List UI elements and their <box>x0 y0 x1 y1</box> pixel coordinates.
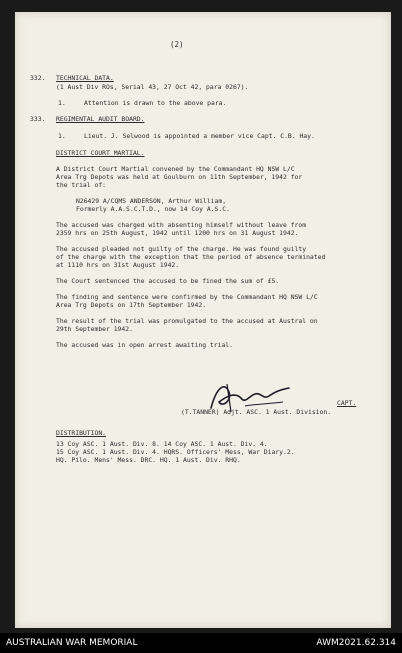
signatory-rank: CAPT. <box>337 399 357 407</box>
arrest-paragraph: The accused was in open arrest awaiting trial. <box>56 341 233 349</box>
section-332-reference: (1 Aust Div ROs, Serial 43, 27 Oct 42, para 0267). <box>56 83 249 91</box>
section-333-number: 333. <box>30 115 46 123</box>
distribution-title: DISTRIBUTION. <box>56 429 107 437</box>
section-332-number: 332. <box>30 74 46 82</box>
confirmation-paragraph: The finding and sentence were confirmed by the Commandant HQ NSW L/C <box>56 293 318 301</box>
sentence-paragraph: The Court sentenced the accused to be fined the sum of £5. <box>56 277 280 285</box>
charge-paragraph: The accused was charged with absenting himself without leave from <box>56 221 307 229</box>
confirmation-paragraph: Area Trg Depots on 17th September 1942. <box>56 301 207 309</box>
footer-accession-number: AWM2021.62.314 <box>316 638 396 648</box>
section-332-item-text: Attention is drawn to the above para. <box>84 99 227 107</box>
distribution-line: 13 Coy ASC. 1 Aust. Div. 8. 14 Coy ASC. 1 Aust. Div. 4. <box>56 440 268 448</box>
section-333-title: REGIMENTAL AUDIT BOARD. <box>56 115 145 123</box>
section-332-title: TECHNICAL DATA. <box>56 74 114 82</box>
archive-footer <box>0 633 402 653</box>
court-martial-title: DISTRICT COURT MARTIAL. <box>56 149 145 157</box>
section-332-item-number: 1. <box>58 99 66 107</box>
distribution-line: 15 Coy ASC. 1 Aust. Div. 4. HQRS. Officers' Mess, War Diary.2. <box>56 448 295 456</box>
distribution-line: HQ. Pilo. Mens' Mess. DRC. HQ. 1 Aust. Div. RHQ. <box>56 456 241 464</box>
court-martial-paragraph: the trial of: <box>56 181 107 189</box>
promulgation-paragraph: 29th September 1942. <box>56 325 133 333</box>
accused-details: N26429 A/CQMS ANDERSON, Arthur William, <box>76 197 227 205</box>
section-333-item-number: 1. <box>58 132 66 140</box>
court-martial-paragraph: Area Trg Depots was held at Goulburn on 11th September, 1942 for <box>56 173 303 181</box>
plea-paragraph: The accused pleaded not guilty of the charge. He was found guilty <box>56 245 307 253</box>
page-number: (2) <box>170 40 184 49</box>
footer-institution: AUSTRALIAN WAR MEMORIAL <box>6 638 138 648</box>
plea-paragraph: at 1110 hrs on 31st August 1942. <box>56 261 180 269</box>
accused-details: Formerly A.A.S.C.T.D., now 14 Coy A.S.C. <box>76 205 230 213</box>
charge-paragraph: 2359 hrs on 25th August, 1942 until 1200 hrs on 31 August 1942. <box>56 229 299 237</box>
court-martial-paragraph: A District Court Martial convened by the Commandant HQ NSW L/C <box>56 165 295 173</box>
section-333-item-text: Lieut. J. Selwood is appointed a member vice Capt. C.B. Hay. <box>84 132 315 140</box>
promulgation-paragraph: The result of the trial was promulgated to the accused at Austral on <box>56 317 318 325</box>
signatory-name: (T.TANNER) Adjt. ASC. 1 Aust. Division. <box>181 408 332 416</box>
plea-paragraph: of the charge with the exception that the period of absence terminated <box>56 253 326 261</box>
